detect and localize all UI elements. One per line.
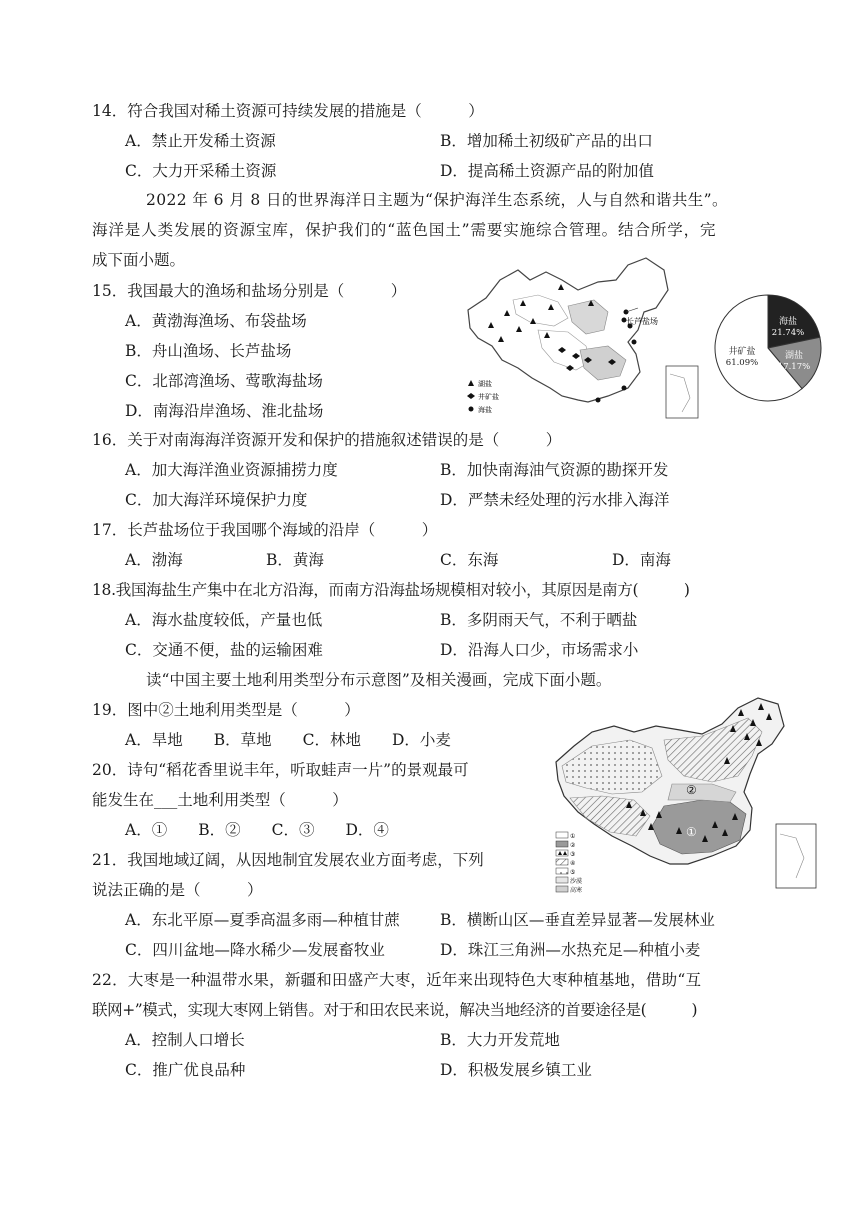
pie-label-name-0: 海盐 <box>778 317 798 327</box>
q21-option-c: C．四川盆地—降水稀少—发展畜牧业 <box>125 941 385 959</box>
q16-option-d: D．严禁未经处理的污水排入海洋 <box>440 491 670 509</box>
q14-option-c: C．大力开采稀土资源 <box>125 162 277 180</box>
q21-option-a: A．东北平原—夏季高温多雨—种植甘蔗 <box>125 911 400 929</box>
land-map-num2: ② <box>686 783 697 797</box>
q16-option-c: C．加大海洋环境保护力度 <box>125 491 308 509</box>
q17-option-b: B．黄海 <box>266 551 324 569</box>
passage1-line2: 海洋是人类发展的资源宝库，保护我们的“蓝色国土”需要实施综合管理。结合所学，完 <box>92 221 717 239</box>
pie-label-name-2: 井矿盐 <box>728 347 756 357</box>
q16-option-b: B．加快南海油气资源的勘探开发 <box>440 461 669 479</box>
q17-option-d: D．南海 <box>612 551 671 569</box>
q22-line2: 联网+”模式，实现大枣网上销售。对于和田农民来说，解决当地经济的首要途径是( ) <box>92 1001 698 1019</box>
q16-option-a: A．加大海洋渔业资源捕捞力度 <box>125 461 338 479</box>
q15-option-b: B．舟山渔场、长芦盐场 <box>125 342 292 360</box>
q21-option-d: D．珠江三角洲—水热充足—种植小麦 <box>440 941 701 959</box>
land-legend-desert: 沙漠 <box>570 878 583 885</box>
q22-line1: 22．大枣是一种温带水果，新疆和田盛产大枣，近年来出现特色大枣种植基地，借助“互 <box>92 971 702 989</box>
q17-option-c: C．东海 <box>440 551 499 569</box>
salt-legend-well: 井矿盐 <box>478 393 499 401</box>
land-legend-5: ⑤ <box>570 869 576 876</box>
q18-option-d: D．沿海人口少，市场需求小 <box>440 641 639 659</box>
q18-option-b: B．多阴雨天气，不利于晒盐 <box>440 611 638 629</box>
q22-option-d: D．积极发展乡镇工业 <box>440 1061 592 1079</box>
q21-line2: 说法正确的是（ ） <box>92 881 263 899</box>
land-legend-4: ④ <box>570 860 576 867</box>
changlu-label: 长芦盐场 <box>626 317 658 326</box>
q20-line1: 20．诗句“稻花香里说丰年，听取蛙声一片”的景观最可 <box>92 761 469 779</box>
passage2: 读“中国主要土地利用类型分布示意图”及相关漫画，完成下面小题。 <box>146 671 612 689</box>
q22-option-c: C．推广优良品种 <box>125 1061 246 1079</box>
passage1-line3: 成下面小题。 <box>92 251 186 269</box>
q21-option-b: B．横断山区—垂直差异显著—发展林业 <box>440 911 715 929</box>
pie-label-pct-0: 21.74% <box>771 328 805 338</box>
passage1-line1: 2022 年 6 月 8 日的世界海洋日主题为“保护海洋生态系统，人与自然和谐共生”。 <box>146 191 728 209</box>
q15-option-c: C．北部湾渔场、莺歌海盐场 <box>125 372 323 390</box>
q22-option-a: A．控制人口增长 <box>125 1031 245 1049</box>
q20-line2: 能发生在___土地利用类型（ ） <box>92 791 348 809</box>
q14-option-a: A．禁止开发稀土资源 <box>125 132 276 150</box>
q14-option-d: D．提高稀土资源产品的附加值 <box>440 162 654 180</box>
q21-line1: 21．我国地域辽阔，从因地制宜发展农业方面考虑，下列 <box>92 851 484 869</box>
q19-options: A．旱地 B．草地 C．林地 D．小麦 <box>125 731 451 749</box>
q18-stem: 18.我国海盐生产集中在北方沿海，而南方沿海盐场规模相对较小，其原因是南方( ) <box>92 581 690 599</box>
pie-label-pct-2: 61.09% <box>725 358 759 368</box>
q15-stem: 15．我国最大的渔场和盐场分别是（ ） <box>92 282 407 300</box>
salt-production-pie <box>712 292 824 404</box>
q17-stem: 17．长芦盐场位于我国哪个海域的沿岸（ ） <box>92 521 438 539</box>
land-legend-1: ① <box>570 833 576 840</box>
land-map-num1: ① <box>686 825 697 839</box>
q22-option-b: B．大力开发荒地 <box>440 1031 560 1049</box>
q15-option-a: A．黄渤海渔场、布袋盐场 <box>125 312 307 330</box>
land-legend-3: ③ <box>570 851 576 858</box>
q19-stem: 19．图中②土地利用类型是（ ） <box>92 701 360 719</box>
q16-stem: 16．关于对南海海洋资源开发和保护的措施叙述错误的是（ ） <box>92 431 562 449</box>
land-legend-2: ② <box>570 842 576 849</box>
q18-option-a: A．海水盐度较低，产量也低 <box>125 611 323 629</box>
salt-distribution-map <box>458 250 708 420</box>
land-legend-alpine: 高寒 <box>570 887 583 894</box>
q14-option-b: B．增加稀土初级矿产品的出口 <box>440 132 653 150</box>
land-use-map <box>552 696 820 896</box>
q17-option-a: A．渤海 <box>125 551 183 569</box>
q15-option-d: D．南海沿岸渔场、淮北盐场 <box>125 402 324 420</box>
salt-legend-lake: 湖盐 <box>478 380 492 388</box>
q18-option-c: C．交通不便，盐的运输困难 <box>125 641 323 659</box>
pie-label-name-1: 湖盐 <box>784 351 804 361</box>
q14-stem: 14．符合我国对稀土资源可持续发展的措施是（ ） <box>92 102 484 120</box>
salt-legend-sea: 海盐 <box>478 406 492 414</box>
q20-options: A．① B．② C．③ D．④ <box>125 821 389 839</box>
pie-label-pct-1: 17.17% <box>777 362 811 372</box>
